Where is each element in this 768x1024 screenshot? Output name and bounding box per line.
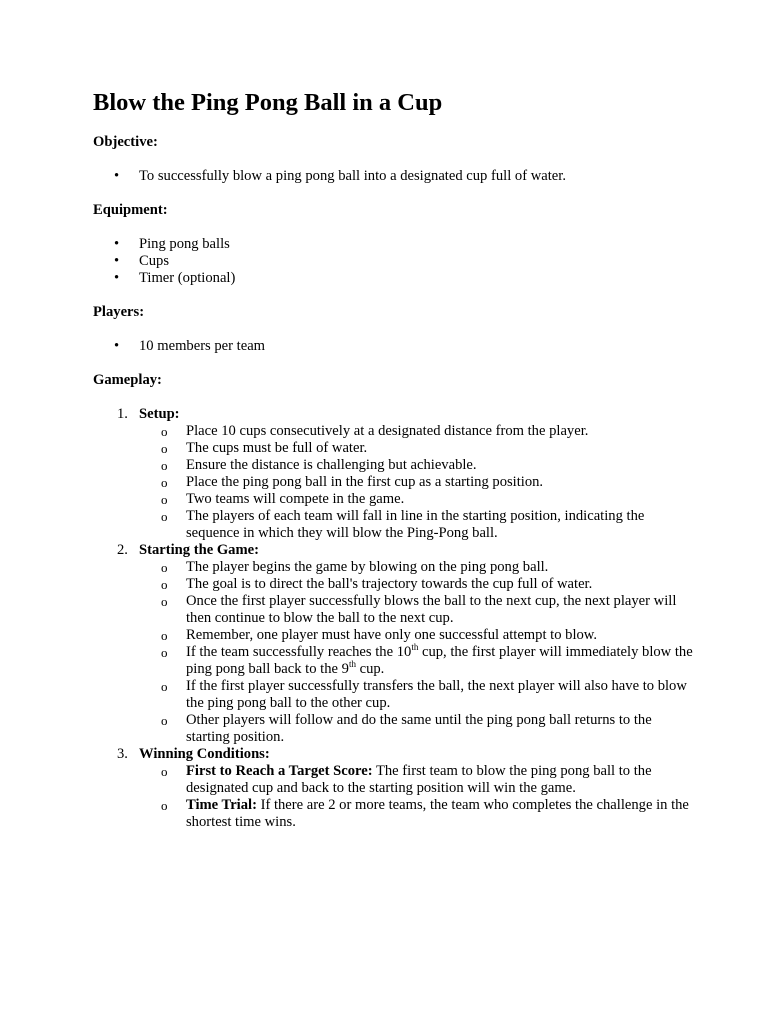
step-title: Winning Conditions: [139,746,270,762]
list-item: • To successfully blow a ping pong ball into a designated cup full of water. [114,168,566,184]
list-item: o Once the first player successfully blows the ball to the next cup, the next player will then continue to blow the ball to the next cup. [161,593,677,626]
bullet-icon: • [114,253,120,269]
document-page [93,88,693,831]
list-item: o Ensure the distance is challenging but achievable. [161,457,477,473]
circle-bullet-icon: o [161,475,168,490]
step-title: Starting the Game: [139,542,259,558]
circle-bullet-icon: o [161,492,168,507]
document-title: Blow the Ping Pong Ball in a Cup [93,89,443,116]
players-heading: Players: [93,304,145,320]
circle-bullet-icon: o [161,628,168,643]
list-item: o Place 10 cups consecutively at a designated distance from the player. [161,423,589,439]
list-item: o If the team successfully reaches the 10th cup, the first player will immediately blow the ping pong ball back to the 9th cup. [161,642,693,677]
list-item: • Ping pong balls [114,236,230,252]
list-item: o First to Reach a Target Score: The first team to blow the ping pong ball to the designated cup and back to the starting position will win the game. [161,763,652,796]
bullet-icon: • [114,168,120,184]
list-item: o The goal is to direct the ball's trajectory towards the cup full of water. [161,576,593,592]
sub-list [139,763,693,831]
list-item: o Place the ping pong ball in the first cup as a starting position. [161,474,544,490]
equipment-heading: Equipment: [93,202,168,218]
bullet-icon: • [114,236,120,252]
step-number: 1. [117,406,128,422]
step-starting-the-game [93,542,693,746]
circle-bullet-icon: o [161,560,168,575]
circle-bullet-icon: o [161,458,168,473]
circle-bullet-icon: o [161,594,168,609]
list-item: o The players of each team will fall in line in the starting position, indicating the sequence in which they will blow the Ping-Pong ball. [161,508,645,541]
list-item: o Time Trial: If there are 2 or more teams, the team who completes the challenge in the shortest time wins. [161,797,689,830]
circle-bullet-icon: o [161,424,168,439]
list-item: o The player begins the game by blowing on the ping pong ball. [161,559,549,575]
list-item: o The cups must be full of water. [161,440,368,456]
circle-bullet-icon: o [161,764,168,779]
players-list [93,338,693,355]
bullet-icon: • [114,338,120,354]
gameplay-steps [93,406,693,831]
sub-list [139,559,693,746]
list-item: o If the first player successfully transfers the ball, the next player will also have to blow the ping pong ball to the other cup. [161,678,687,711]
objective-heading: Objective: [93,134,158,150]
sub-list [139,423,693,542]
objective-list [93,168,693,185]
circle-bullet-icon: o [161,713,168,728]
circle-bullet-icon: o [161,798,168,813]
equipment-list [93,236,693,287]
list-item: • Timer (optional) [114,270,236,286]
list-item: o Two teams will compete in the game. [161,491,405,507]
list-item: o Other players will follow and do the same until the ping pong ball returns to the starting position. [161,712,652,745]
circle-bullet-icon: o [161,679,168,694]
step-title: Setup: [139,406,180,422]
circle-bullet-icon: o [161,645,168,660]
step-number: 3. [117,746,128,762]
step-winning-conditions [93,746,693,831]
list-item: • 10 members per team [114,338,266,354]
gameplay-heading: Gameplay: [93,372,162,388]
circle-bullet-icon: o [161,441,168,456]
list-item: o Remember, one player must have only one successful attempt to blow. [161,627,598,643]
circle-bullet-icon: o [161,577,168,592]
list-item: • Cups [114,253,170,269]
step-setup [93,406,693,542]
bullet-icon: • [114,270,120,286]
circle-bullet-icon: o [161,509,168,524]
step-number: 2. [117,542,128,558]
